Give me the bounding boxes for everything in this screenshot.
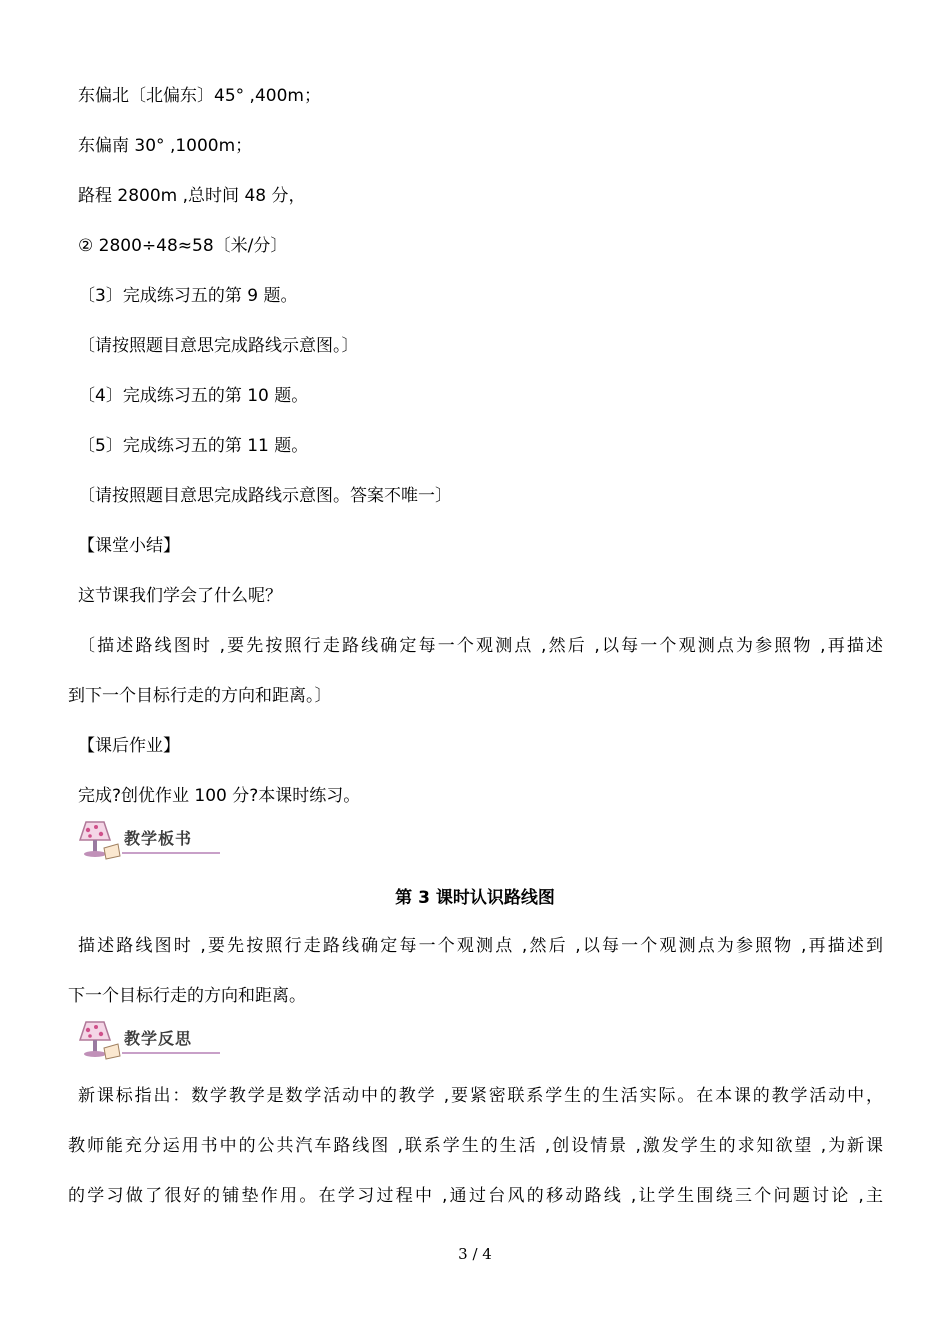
text-line: 描述路线图时 ,要先按照行走路线确定每一个观测点 ,然后 ,以每一个观测点为参照物 ,再描述到 bbox=[78, 936, 883, 956]
text-line: ② 2800÷48≈58〔米/分〕 bbox=[78, 236, 288, 256]
text-line: 〔4〕完成练习五的第 10 题。 bbox=[78, 386, 309, 406]
text-line: 完成?创优作业 100 分?本课时练习。 bbox=[78, 786, 361, 806]
text-line: 路程 2800m ,总时间 48 分， bbox=[78, 186, 306, 206]
text-line: 东偏北〔北偏东〕45° ,400m； bbox=[78, 86, 321, 106]
text-line: 这节课我们学会了什么呢？ bbox=[78, 586, 282, 606]
desk-lamp-icon bbox=[74, 818, 122, 862]
badge-label: 教学板书 bbox=[124, 829, 193, 848]
text-line: 〔5〕完成练习五的第 11 题。 bbox=[78, 436, 309, 456]
badge-label: 教学反思 bbox=[124, 1029, 193, 1048]
desk-lamp-icon bbox=[74, 1018, 122, 1062]
text-line: 新课标指出：数学教学是数学活动中的教学 ,要紧密联系学生的生活实际。在本课的教学活动中， bbox=[78, 1086, 883, 1106]
text-line: 下一个目标行走的方向和距离。 bbox=[68, 986, 306, 1006]
text-line: 教师能充分运用书中的公共汽车路线图 ,联系学生的生活 ,创设情景 ,激发学生的求知欲望 ,为新课 bbox=[68, 1136, 883, 1156]
text-line: 〔请按照题目意思完成路线示意图。〕 bbox=[78, 336, 359, 356]
text-line: 〔3〕完成练习五的第 9 题。 bbox=[78, 286, 298, 306]
text-line: 的学习做了很好的铺垫作用。在学习过程中 ,通过台风的移动路线 ,让学生围绕三个问题讨论 ,主 bbox=[68, 1186, 883, 1206]
page-number: 3 / 4 bbox=[458, 1245, 492, 1263]
section-badge-board bbox=[74, 818, 224, 862]
text-line: 到下一个目标行走的方向和距离。〕 bbox=[68, 686, 332, 706]
badge-underline bbox=[122, 1052, 220, 1054]
section-heading: 【课后作业】 bbox=[78, 736, 180, 756]
text-line: 〔请按照题目意思完成路线示意图。答案不唯一〕 bbox=[78, 486, 452, 506]
text-line: 东偏南 30° ,1000m； bbox=[78, 136, 253, 156]
badge-underline bbox=[122, 852, 220, 854]
board-title: 第 3 课时认识路线图 bbox=[395, 888, 555, 908]
section-heading: 【课堂小结】 bbox=[78, 536, 180, 556]
text-line: 〔描述路线图时 ,要先按照行走路线确定每一个观测点 ,然后 ,以每一个观测点为参照物 ,再描述 bbox=[78, 636, 883, 656]
section-badge-reflection bbox=[74, 1018, 224, 1062]
